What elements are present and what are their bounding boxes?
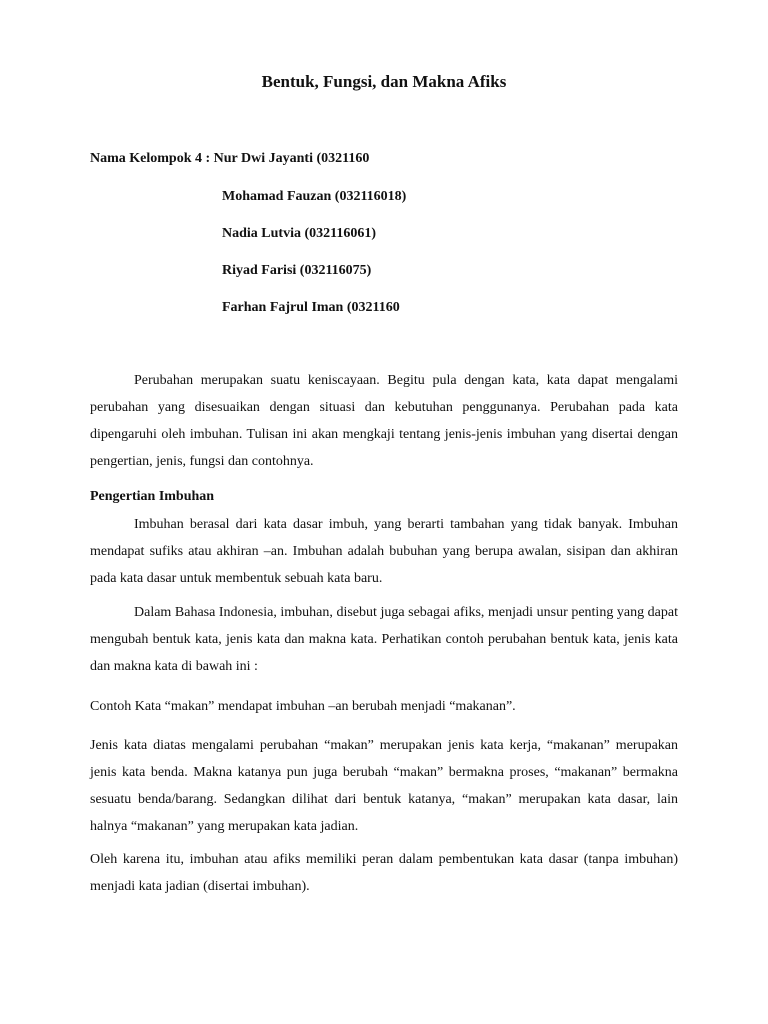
example-line: Contoh Kata “makan” mendapat imbuhan –an berubah menjadi “makanan”. (90, 699, 516, 714)
document-title: Bentuk, Fungsi, dan Makna Afiks (261, 72, 507, 91)
member-name: Mohamad Fauzan (032116018) (222, 189, 407, 204)
group-label: Nama Kelompok 4 : Nur Dwi Jayanti (0321160 (90, 151, 370, 166)
section-heading: Pengertian Imbuhan (90, 489, 215, 504)
intro-paragraph: Perubahan merupakan suatu keniscayaan. Begitu pula dengan kata, kata dapat mengalami perubahan yang disesuaikan dengan situasi dan kebutuhan penggunanya. Perubahan pada kata dipengaruhi oleh imbuhan. Tulisan ini akan mengkaji tentang jenis-jenis imbuhan yang disertai dengan pengertian, jenis, fungsi dan contohnya. (90, 373, 678, 469)
member-name: Riyad Farisi (032116075) (222, 263, 372, 278)
member-name: Nadia Lutvia (032116061) (222, 226, 377, 241)
member-name: Farhan Fajrul Iman (0321160 (222, 300, 400, 315)
body-paragraph: Oleh karena itu, imbuhan atau afiks memiliki peran dalam pembentukan kata dasar (tanpa imbuhan) menjadi kata jadian (disertai imbuhan). (90, 852, 678, 894)
body-paragraph: Dalam Bahasa Indonesia, imbuhan, disebut juga sebagai afiks, menjadi unsur penting yang dapat mengubah bentuk kata, jenis kata dan makna kata. Perhatikan contoh perubahan bentuk kata, jenis kata dan makna kata di bawah ini : (90, 605, 678, 674)
body-paragraph: Jenis kata diatas mengalami perubahan “makan” merupakan jenis kata kerja, “makanan” merupakan jenis kata benda. Makna katanya pun juga berubah “makan” bermakna proses, “makanan” bermakna sesuatu benda/barang. Sedangkan dilihat dari bentuk katanya, “makan” merupakan kata dasar, lain halnya “makanan” yang merupakan kata jadian. (90, 738, 678, 834)
body-paragraph: Imbuhan berasal dari kata dasar imbuh, yang berarti tambahan yang tidak banyak. Imbuhan mendapat sufiks atau akhiran –an. Imbuhan adalah bubuhan yang berupa awalan, sisipan dan akhiran pada kata dasar untuk membentuk sebuah kata baru. (90, 517, 678, 586)
